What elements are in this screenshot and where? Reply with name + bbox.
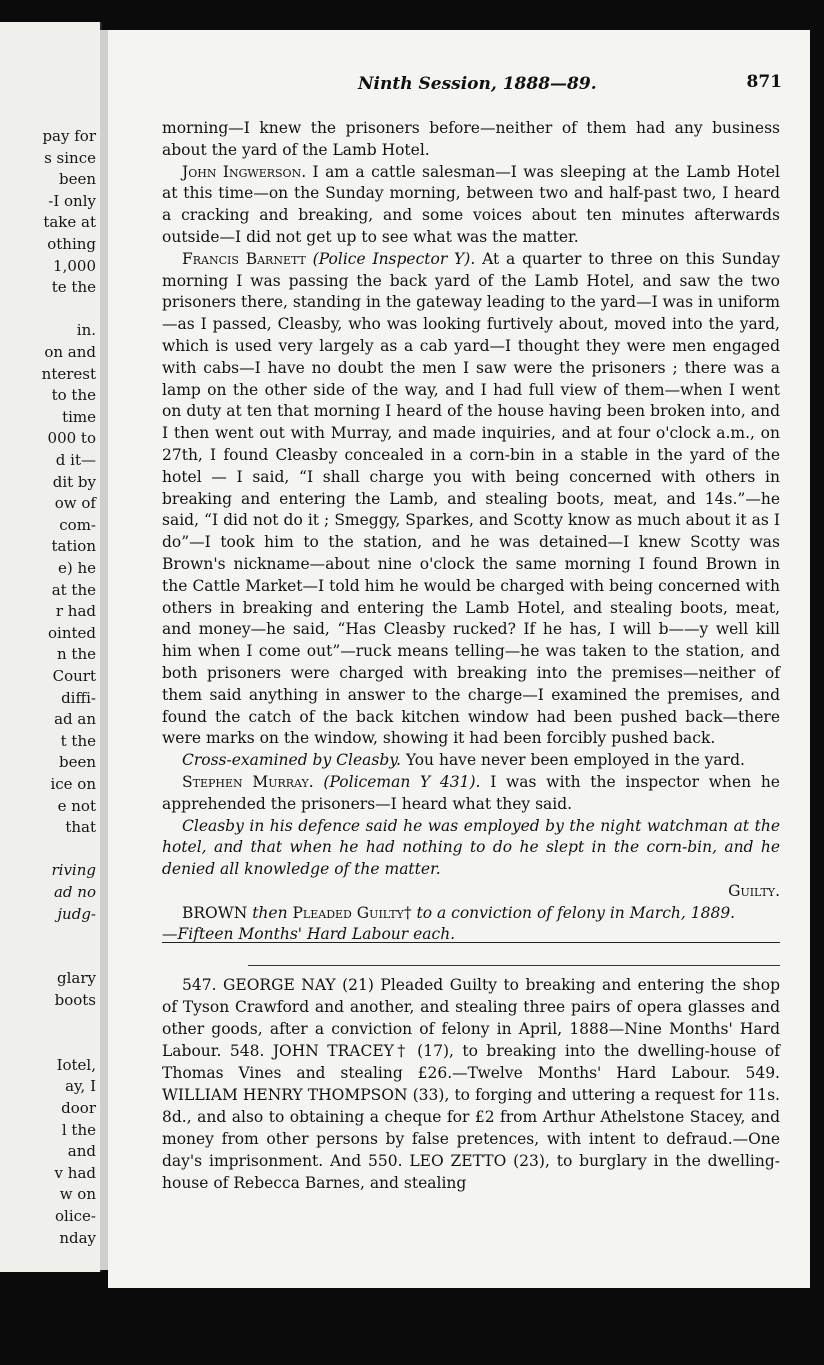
left-margin-line: been: [58, 170, 96, 189]
left-margin-line: n the: [57, 645, 96, 664]
plea: Pleaded Guilty: [292, 903, 404, 922]
left-margin-line: pay for: [42, 127, 96, 145]
left-margin-line: boots: [54, 991, 96, 1009]
left-margin-line: te the: [51, 278, 96, 297]
left-margin-line: ay, I: [65, 1077, 96, 1096]
speaker-name: Francis Barnett: [182, 249, 306, 268]
left-margin-line: ice on: [50, 775, 96, 793]
section-rule-thin: [248, 965, 780, 966]
left-margin-line: ointed: [48, 623, 96, 642]
left-margin-line: nday: [59, 1228, 96, 1247]
book-gutter: [100, 30, 108, 1270]
left-margin-line: v had: [54, 1163, 96, 1182]
section-rule: [162, 942, 780, 943]
left-margin-line: Court: [52, 667, 96, 685]
sentence-term: —Fifteen Months' Hard Labour each.: [162, 925, 456, 944]
testimony: At a quarter to three on this Sunday morning I was passing the back yard of the Lamb Hotel, and saw the two prisoners there, standing in the gateway leading to the yard—I was in uniform—as I passed, Cleasby, who was looking furtively about, moved into the yard, which is used very largely as a cab yard—I thought they were men engaged with cabs—I have no doubt the men I saw were the prisoners ; there was a lamp on the other side of the way, and I had full view of them—when I went on duty at ten that morning I heard of the house having been broken into, and I then went out with Murray, and made inquiries, and at four o'clock a.m., on 27th, I found Cleasby concealed in a corn-bin in a stable in the yard of the hotel — I said, “I shall charge you with being concerned with others in breaking and entering the Lamb, and stealing boots, meat, and 14s.”—he said, “I did not do it ; Smeggy, Sparkes, and Scotty know as much about it as I do”—I took him to the station, and he was detained—I knew Scotty was Brown's nickname—about nine o'clock the same morning I found Brown in the Cattle Market—I told him he would be charged with being concerned with others in breaking and entering the Lamb Hotel, and stealing boots, meat, and money—he said, “Has Cleasby rucked? If he has, I will b——y well kill him when I come out”—ruck means telling—he was taken to the station, and both prisoners were charged with breaking into the premises—neither of them said anything in answer to the charge—I examined the premises, and found the catch of the back kitchen window had been pushed back—there were marks on the window, showing it had been forcibly pushed back.: [162, 249, 781, 748]
left-margin-line: l the: [61, 1120, 96, 1139]
left-page-fragment: [0, 22, 102, 1272]
left-margin-line: that: [65, 818, 96, 837]
left-margin-line: time: [62, 407, 96, 426]
right-page: [108, 30, 810, 1288]
left-margin-line: 1,000: [53, 256, 96, 275]
left-margin-line: riving: [51, 861, 96, 880]
cross-label: Cross-examined by Cleasby.: [182, 751, 401, 770]
paragraph-opening: morning—I knew the prisoners before—neither of them had any business about the yard of the Lamb Hotel.: [162, 119, 780, 159]
left-margin-line: door: [61, 1099, 96, 1117]
left-margin-line: e) he: [57, 559, 96, 577]
left-margin-line: dit by: [52, 472, 96, 491]
left-margin-line: ow of: [54, 494, 96, 513]
left-margin-line: nterest: [41, 364, 96, 383]
left-margin-line: ad no: [53, 883, 96, 901]
left-margin-line: olice-: [55, 1207, 96, 1225]
left-margin-line: r had: [55, 602, 96, 621]
running-head: Ninth Session, 1888—89.: [358, 74, 597, 94]
left-margin-line: glary: [57, 969, 96, 988]
scan-border-bottom: [108, 1288, 824, 1365]
case-547-text: [162, 974, 780, 1194]
speaker-role: (Police Inspector Y).: [305, 249, 476, 268]
left-margin-line: d it—: [55, 451, 96, 469]
testimony: I am a cattle salesman—I was sleeping at the Lamb Hotel at this time—on the Sunday morning, between two and half-past two, I heard a cracking and breaking, and some voices about ten minutes afterwards outside—I did not get up to see what was the matter.: [162, 162, 780, 246]
left-margin-line: diffi-: [61, 688, 96, 707]
sentence-rest: to a conviction of felony in March, 1889.: [411, 903, 736, 922]
paragraph-sentence: [162, 903, 780, 925]
left-margin-line: -I only: [48, 191, 96, 210]
left-margin-line: to the: [51, 386, 96, 405]
paragraph-murray: [162, 772, 780, 816]
speaker-name: Stephen Murray.: [182, 772, 314, 791]
left-margin-line: at the: [51, 580, 96, 599]
page-number: 871: [746, 72, 782, 92]
left-margin-line: e not: [57, 796, 96, 815]
dagger-mark: †: [403, 903, 412, 922]
cross-text: You have never been employed in the yard.: [400, 751, 745, 770]
left-margin-line: 000 to: [47, 429, 96, 448]
left-margin-line: tation: [51, 537, 96, 556]
defendant-name: BROWN: [182, 903, 248, 922]
left-margin-line: s since: [44, 148, 96, 167]
testimony: I was with the inspector when he apprehended the prisoners—I heard what they said.: [162, 772, 780, 813]
left-margin-line: been: [58, 753, 96, 772]
left-margin-line: judg-: [57, 904, 96, 923]
sentence-then: then: [247, 903, 293, 922]
page-header: [108, 74, 810, 96]
verdict: Guilty.: [728, 881, 780, 900]
paragraph-barnett: [162, 249, 780, 750]
paragraph-cross-examination: [162, 750, 780, 772]
speaker-role: (Policeman Y 431).: [313, 772, 481, 791]
left-margin-line: t the: [60, 731, 96, 750]
left-margin-line: ad an: [54, 710, 96, 729]
testimony-text: [162, 118, 780, 946]
left-margin-line: take at: [43, 213, 96, 232]
left-margin-line: Iotel,: [56, 1055, 96, 1074]
paragraph-ingwerson: [162, 162, 780, 249]
left-margin-line: com-: [59, 515, 96, 534]
left-margin-line: othing: [47, 235, 96, 253]
left-margin-line: w on: [59, 1185, 96, 1204]
left-margin-line: in.: [76, 321, 96, 340]
speaker-name: John Ingwerson.: [182, 162, 307, 181]
paragraph-case-547: 547. GEORGE NAY (21) Pleaded Guilty to breaking and entering the shop of Tyson Crawford and another, and stealing three pairs of opera glasses and other goods, after a conviction of felony in April, 1888—Nine Months' Hard Labour. 548. JOHN TRACEY† (17), to breaking into the dwelling-house of Thomas Vines and stealing £26.—Twelve Months' Hard Labour. 549. WILLIAM HENRY THOMPSON (33), to forging and uttering a request for 11s. 8d., and also to obtaining a cheque for £2 from Arthur Athelstone Stacey, and money from other persons by false pretences, with intent to defraud.—One day's imprisonment. And 550. LEO ZETTO (23), to burglary in the dwelling-house of Rebecca Barnes, and stealing: [162, 976, 780, 1192]
paragraph-defence: Cleasby in his defence said he was employed by the night watchman at the hotel, and that when he had nothing to do he slept in the corn-bin, and he denied all knowledge of the matter.: [162, 816, 780, 879]
left-margin-line: on and: [44, 343, 96, 361]
left-margin-line: and: [67, 1142, 96, 1161]
